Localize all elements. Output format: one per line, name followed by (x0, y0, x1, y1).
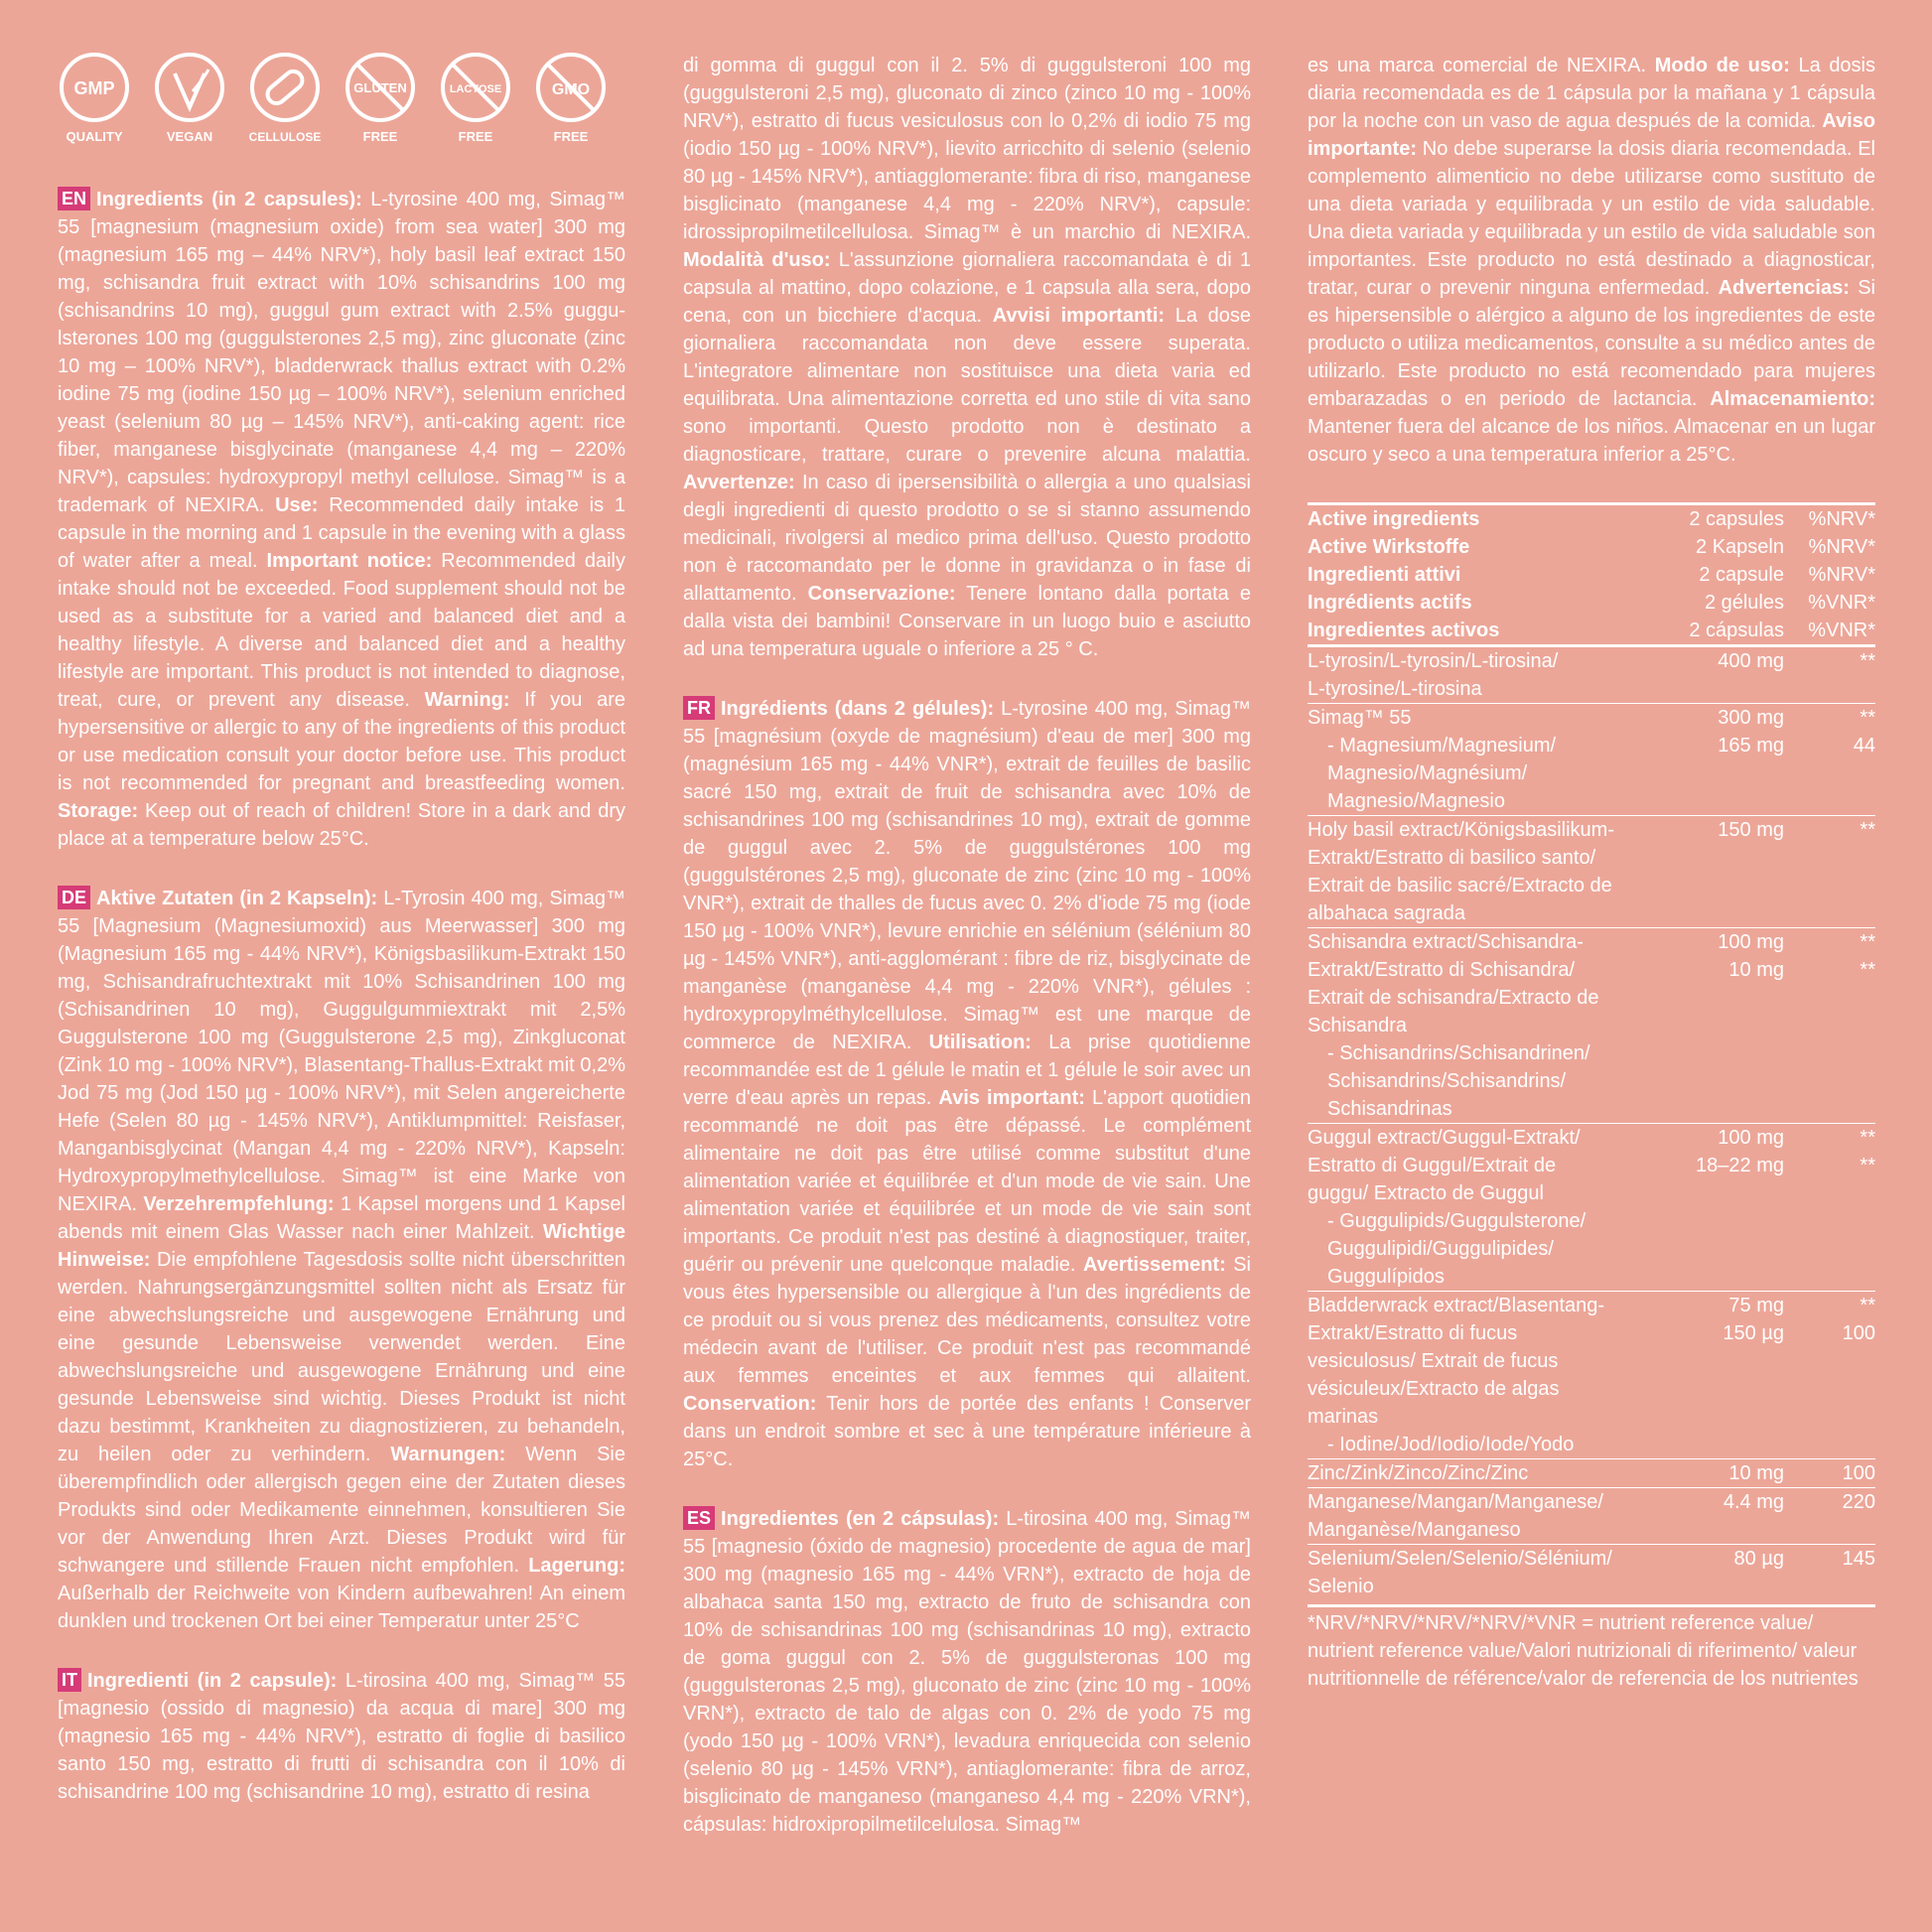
lang-tag-it: IT (58, 1668, 81, 1692)
row-nrv (1784, 1095, 1875, 1123)
table-body (1308, 647, 1875, 1600)
row-nrv: ** (1860, 959, 1875, 981)
table-row (1308, 984, 1875, 1012)
row-nrv: ** (1860, 1155, 1875, 1176)
row-label: Guggul extract/Guggul-Extrakt/ (1308, 1127, 1581, 1149)
row-nrv: 44 (1853, 735, 1875, 757)
row-nrv: %NRV* (1808, 536, 1875, 558)
table-row (1308, 787, 1875, 815)
row-amount (1663, 1431, 1784, 1458)
svg-text:FREE: FREE (362, 129, 398, 144)
table-group (1308, 1459, 1875, 1488)
row-nrv (1784, 1347, 1875, 1375)
row-nrv: 100 (1842, 1322, 1875, 1344)
row-label: Schisandra extract/Schisandra- (1308, 931, 1584, 953)
row-label: Zinc/Zink/Zinco/Zinc/Zinc (1308, 1462, 1529, 1484)
table-row (1308, 1095, 1875, 1123)
row-amount: 2 capsules (1689, 508, 1784, 530)
lang-tag-es: ES (683, 1506, 715, 1530)
row-nrv (1784, 1573, 1875, 1600)
row-label: Simag™ 55 (1308, 707, 1412, 729)
table-row (1308, 732, 1875, 759)
row-nrv: %VNR* (1808, 592, 1875, 614)
row-nrv (1784, 1403, 1875, 1431)
table-row (1308, 1375, 1875, 1403)
row-label: Selenio (1308, 1576, 1374, 1597)
table-row (1308, 1039, 1875, 1067)
row-label: Schisandra (1308, 1015, 1408, 1036)
table-row (1308, 1516, 1875, 1544)
table-group (1308, 704, 1875, 816)
row-label: Guggulipidi/Guggulipides/ (1327, 1238, 1554, 1260)
table-row (1308, 1347, 1875, 1375)
table-group (1308, 1124, 1875, 1292)
column-3 (1308, 52, 1875, 1693)
row-label: Extrakt/Estratto di fucus (1308, 1322, 1518, 1344)
row-amount: 80 µg (1733, 1548, 1784, 1570)
row-nrv: ** (1860, 931, 1875, 953)
row-nrv: ** (1860, 1127, 1875, 1149)
row-nrv (1784, 1263, 1875, 1291)
table-row (1308, 1152, 1875, 1179)
row-label: Magnesio/Magnesio (1327, 790, 1505, 812)
row-amount (1663, 675, 1784, 703)
row-amount: 100 mg (1718, 931, 1784, 953)
row-nrv (1784, 675, 1875, 703)
table-row (1308, 1319, 1875, 1347)
row-nrv (1784, 1039, 1875, 1067)
row-label: Selenium/Selen/Selenio/Sélénium/ (1308, 1548, 1612, 1570)
row-amount (1663, 1095, 1784, 1123)
row-label: - Guggulipids/Guggulsterone/ (1327, 1210, 1587, 1232)
table-footnote: *NRV/*NRV/*NRV/*NRV/*VNR = nutrient reference value/ nutrient reference value/Valori nutrizionali di riferimento/ valeur nutritionnelle de référence/valor de referencia de los nutrientes (1308, 1604, 1875, 1693)
table-row (1308, 1263, 1875, 1291)
row-amount: 2 gélules (1704, 592, 1784, 614)
row-nrv (1784, 787, 1875, 815)
row-amount: 10 mg (1728, 959, 1784, 981)
table-row (1308, 1488, 1875, 1516)
row-amount (1663, 1375, 1784, 1403)
table-row (1308, 928, 1875, 956)
row-amount (1663, 1347, 1784, 1375)
row-nrv: ** (1860, 650, 1875, 672)
row-nrv: %NRV* (1808, 564, 1875, 586)
table-header (1308, 505, 1875, 647)
row-amount: 2 capsule (1699, 564, 1784, 586)
row-amount (1663, 1516, 1784, 1544)
section-fr: FR Ingrédients (dans 2 gélules): L-tyrosine 400 mg, Simag™ 55 [magnésium (oxyde de magnésium) d'eau de mer] 300 mg (magnésium 165 mg - 44% VNR*), extrait de feuilles de basilic sacré 150 mg, extrait de fruit de schisandra avec 10% de schisandrines 100 mg (schisandrines 10 mg), extrait de gomme de guggul avec 2. 5% de guggulstérones 100 mg (guggulstérones 2,5 mg), gluconate de zinc (zinc 10 mg - 100% VNR*), extrait de thalles de fucus avec 0. 2% d'iode 75 mg (iode 150 µg - 100% VNR*), levure enrichie en sélénium (sélénium 80 µg - 145% VNR*), anti-agglomérant : fibre de riz, bisglycinate de manganèse (manganèse 4,4 mg - 220% VNR*), gélules : hydroxypropylméthylcellulose. Simag™ est une marque de commerce de NEXIRA. Utilisation: La prise quotidienne recommandée est de 1 gélule le matin et 1 gélule le soir avec un verre d'eau après un repas. Avis important: L'apport quotidien recommandé ne doit pas être dépassé. Le complément alimentaire ne doit pas être utilisé comme substitut d'une alimentation variée et équilibrée et d'un mode de vie sain. Une alimentation variée et équilibrée et un mode de vie sain sont importants. Ce produit n'est pas destiné à diagnostiquer, traiter, guérir ou prévenir une quelconque maladie. Avertissement: Si vous êtes hypersensible ou allergique à l'un des ingrédients de ce produit ou si vous prenez des médicaments, consultez votre médecin avant de l'utiliser. Ce produit n'est pas recommandé aux femmes enceintes et aux femmes qui allaitent. Conservation: Tenir hors de portée des enfants ! Conserver dans un endroit sombre et sec à une température inférieure à 25°C. (683, 698, 1252, 1470)
row-label: Manganèse/Manganeso (1308, 1519, 1521, 1541)
row-nrv (1784, 1179, 1875, 1207)
svg-text:VEGAN: VEGAN (166, 129, 213, 144)
table-row (1308, 759, 1875, 787)
row-nrv (1784, 1235, 1875, 1263)
table-row (1308, 1459, 1875, 1487)
row-label: Extrait de basilic sacré/Extracto de (1308, 875, 1612, 897)
row-nrv: 100 (1842, 1462, 1875, 1484)
table-row (1308, 505, 1875, 533)
nutrition-table (1308, 502, 1875, 1693)
svg-text:GMO: GMO (551, 81, 591, 98)
row-label: Active ingredients (1308, 508, 1480, 530)
svg-text:QUALITY: QUALITY (66, 129, 123, 144)
row-label: Estratto di Guggul/Extrait de (1308, 1155, 1557, 1176)
row-nrv: ** (1860, 819, 1875, 841)
row-amount (1663, 1179, 1784, 1207)
row-amount (1663, 1235, 1784, 1263)
section-en: EN Ingredients (in 2 capsules): L-tyrosine 400 mg, Simag™ 55 [magnesium (magnesium oxide) from sea water] 300 mg (magnesium 165 mg – 44% NRV*), holy basil leaf extract 150 mg, schisandra fruit extract with 10% schisandrins 100 mg (schisandrins 10 mg), guggul gum extract with 2.5% guggu-lsterones 100 mg (guggulsterones 2,5 mg), zinc gluconate (zinc 10 mg – 100% NRV*), bladderwrack thallus extract with 0.2% iodine 75 mg (iodine 150 µg – 100% NRV*), selenium enriched yeast (selenium 80 µg – 145% NRV*), anti-caking agent: rice fiber, manganese bisglycinate (manganese 4,4 mg – 220% NRV*), capsules: hydroxypropyl methyl cellulose. Simag™ is a trademark of NEXIRA. Use: Recommended daily intake is 1 capsule in the morning and 1 capsule in the evening with a glass of water after a meal. Important notice: Recommended daily intake should not be exceeded. Food supplement should not be used as a substitute for a varied and balanced diet and a healthy lifestyle. A diverse and balanced diet and a healthy lifestyle are important. This product is not intended to diagnose, treat, cure, or prevent any disease. Warning: If you are hypersensitive or allergic to any of the ingredients of this product or use medication consult your doctor before use. This product is not recommended for pregnant and breastfeeding women. Storage: Keep out of reach of children! Store in a dark and dry place at a temperature below 25°C. (58, 189, 626, 850)
table-row (1308, 872, 1875, 899)
certification-badges (58, 52, 625, 146)
row-nrv (1784, 1375, 1875, 1403)
row-nrv (1784, 1207, 1875, 1235)
table-group (1308, 1545, 1875, 1600)
table-row (1308, 617, 1875, 647)
row-nrv (1784, 872, 1875, 899)
section-es-cont: es una marca comercial de NEXIRA. Modo de uso: La dosis diaria recomendada es de 1 cápsula por la mañana y 1 cápsula por la noche con un vaso de agua después de la comida. Aviso importante: No debe superarse la dosis diaria recomendada. El complemento alimenticio no debe utilizarse como sustituto de una dieta variada y equilibrada y un estilo de vida saludable. Una dieta variada y equilibrada y un estilo de vida saludable son importantes. Este producto no está destinado a diagnosticar, tratar, curar o prevenir ninguna enfermedad. Advertencias: Si es hipersensible o alérgico a alguno de los ingredientes de este producto o utiliza medicamentos, consulte a su médico antes de utilizarlo. Este producto no está recomendado para mujeres embarazadas o en periodo de lactancia. Almacenamiento: Mantener fuera del alcance de los niños. Almacenar en un lugar oscuro y seco a una temperatura inferior a 25°C. (1308, 55, 1876, 466)
gmo-free-icon (534, 52, 608, 146)
row-label: vesiculosus/ Extrait de fucus (1308, 1350, 1559, 1372)
table-group (1308, 1488, 1875, 1545)
cellulose-icon (248, 52, 322, 146)
svg-text:GLUTEN: GLUTEN (353, 80, 407, 95)
row-amount: 10 mg (1728, 1462, 1784, 1484)
row-amount (1663, 899, 1784, 927)
section-it-start: IT Ingredienti (in 2 capsule): L-tirosina 400 mg, Simag™ 55 [magnesio (ossido di magnesio) da acqua di mare] 300 mg (magnesio 165 mg - 44% NRV*), estratto di foglie di basilico santo 150 mg, estratto di frutti di schisandra con il 10% di schisandrine 100 mg (schisandrine 10 mg), estratto di resina (58, 1670, 625, 1803)
row-label: Ingredientes activos (1308, 620, 1500, 641)
svg-text:FREE: FREE (458, 129, 493, 144)
row-amount (1663, 1573, 1784, 1600)
row-label: L-tyrosine/L-tirosina (1308, 678, 1482, 700)
table-row (1308, 561, 1875, 589)
row-label: marinas (1308, 1406, 1379, 1428)
row-nrv (1784, 1516, 1875, 1544)
row-nrv (1784, 984, 1875, 1012)
table-row (1308, 956, 1875, 984)
row-label: Ingredienti attivi (1308, 564, 1461, 586)
table-group (1308, 1292, 1875, 1459)
table-row (1308, 816, 1875, 844)
table-row (1308, 1573, 1875, 1600)
svg-text:FREE: FREE (553, 129, 589, 144)
table-row (1308, 533, 1875, 561)
row-nrv: 220 (1842, 1491, 1875, 1513)
gmp-quality-icon (58, 52, 131, 146)
lang-tag-fr: FR (683, 696, 715, 720)
table-row (1308, 675, 1875, 703)
section-de: DE Aktive Zutaten (in 2 Kapseln): L-Tyrosin 400 mg, Simag™ 55 [Magnesium (Magnesiumoxid) aus Meerwasser] 300 mg (Magnesium 165 mg - 44% NRV*), Königsbasilikum-Extrakt 150 mg, Schisandrafruchtextrakt mit 10% Schisandrinen 100 mg (Schisandrinen 10 mg), Guggulgummiextrakt mit 2,5% Guggulsterone 100 mg (Guggulsterone 2,5 mg), Zinkgluconat (Zink 10 mg - 100% NRV*), Blasentang-Thallus-Extrakt mit 0,2% Jod 75 mg (Jod 150 µg - 100% NRV*), mit Selen angereicherte Hefe (Selen 80 µg - 145% NRV*), Antiklumpmittel: Reisfaser, Manganbisglycinat (Mangan 4,4 mg - 220% NRV*), Kapseln: Hydroxypropylmethylcellulose. Simag™ ist eine Marke von NEXIRA. Verzehrempfehlung: 1 Kapsel morgens und 1 Kapsel abends mit einem Glas Wasser nach einer Mahlzeit. Wichtige Hinweise: Die empfohlene Tagesdosis sollte nicht überschritten werden. Nahrungsergänzungsmittel sollten nicht als Ersatz für eine abwechslungsreiche und ausgewogene Ernährung und eine gesunde Lebensweise verwendet werden. Eine abwechslungsreiche und ausgewogene Ernährung und eine gesunde Lebensweise sind wichtig. Dieses Produkt ist nicht dazu bestimmt, Krankheiten zu diagnostizieren, zu behandeln, zu heilen oder zu verhindern. Warnungen: Wenn Sie überempfindlich oder allergisch gegen eine der Zutaten dieses Produkts sind oder Medikamente einnehmen, konsultieren Sie vor der Anwendung Ihren Arzt. Dieses Produkt wird für schwangere und stillende Frauen nicht empfohlen. Lagerung: Außerhalb der Reichweite von Kindern aufbewahren! An einem dunklen und trockenen Ort bei einer Temperatur unter 25°C (58, 888, 626, 1632)
gluten-free-icon (344, 52, 417, 146)
svg-text:GMP: GMP (73, 78, 115, 98)
table-row (1308, 1207, 1875, 1235)
row-nrv: %VNR* (1808, 620, 1875, 641)
table-row (1308, 1235, 1875, 1263)
row-amount (1663, 787, 1784, 815)
row-nrv: ** (1860, 707, 1875, 729)
table-row (1308, 1431, 1875, 1458)
row-amount: 400 mg (1718, 650, 1784, 672)
row-label: guggu/ Extracto de Guggul (1308, 1182, 1544, 1204)
row-amount (1663, 1207, 1784, 1235)
lactose-free-icon (439, 52, 512, 146)
table-row (1308, 844, 1875, 872)
row-label: Active Wirkstoffe (1308, 536, 1470, 558)
row-nrv (1784, 899, 1875, 927)
row-label: vésiculeux/Extracto de algas (1308, 1378, 1560, 1400)
row-nrv (1784, 1431, 1875, 1458)
column-1 (58, 52, 625, 1838)
row-nrv (1784, 759, 1875, 787)
table-row (1308, 1124, 1875, 1152)
row-label: - Schisandrins/Schisandrinen/ (1327, 1042, 1590, 1064)
lang-tag-de: DE (58, 886, 90, 909)
svg-text:LACTOSE: LACTOSE (449, 83, 502, 95)
row-label: Extrakt/Estratto di Schisandra/ (1308, 959, 1576, 981)
table-row (1308, 1179, 1875, 1207)
table-row (1308, 1012, 1875, 1039)
row-amount (1663, 1403, 1784, 1431)
row-amount: 300 mg (1718, 707, 1784, 729)
row-label: albahaca sagrada (1308, 902, 1466, 924)
row-label: Ingrédients actifs (1308, 592, 1472, 614)
row-nrv: ** (1860, 1295, 1875, 1316)
table-row (1308, 1067, 1875, 1095)
row-amount (1663, 1067, 1784, 1095)
table-row (1308, 647, 1875, 675)
table-row (1308, 1292, 1875, 1319)
row-amount (1663, 872, 1784, 899)
table-row (1308, 1403, 1875, 1431)
row-label: - Magnesium/Magnesium/ (1327, 735, 1557, 757)
row-nrv: 145 (1842, 1548, 1875, 1570)
row-amount: 150 µg (1723, 1322, 1784, 1344)
row-amount: 2 cápsulas (1689, 620, 1784, 641)
column-2 (683, 52, 1251, 1870)
row-amount: 18–22 mg (1696, 1155, 1784, 1176)
row-nrv (1784, 1067, 1875, 1095)
table-row (1308, 704, 1875, 732)
table-group (1308, 816, 1875, 928)
lang-tag-en: EN (58, 187, 90, 210)
row-amount (1663, 984, 1784, 1012)
row-amount (1663, 1039, 1784, 1067)
row-nrv: %NRV* (1808, 508, 1875, 530)
row-label: Magnesio/Magnésium/ (1327, 762, 1528, 784)
table-row (1308, 589, 1875, 617)
row-label: Extrakt/Estratto di basilico santo/ (1308, 847, 1596, 869)
row-label: L-tyrosin/L-tyrosin/L-tirosina/ (1308, 650, 1559, 672)
vegan-icon (153, 52, 226, 146)
section-es-start: ES Ingredientes (en 2 cápsulas): L-tirosina 400 mg, Simag™ 55 [magnesio (óxido de magnesio) procedente de agua de mar] 300 mg (magnesio 165 mg - 44% VRN*), extracto de hoja de albahaca santa 150 mg, extracto de fruto de schisandra con 10% de schisandrinas 100 mg (schisandrinas 10 mg), extracto de goma guggul con 2. 5% de guggulsteronas 100 mg (guggulsteronas 2,5 mg), gluconato de zinc (zinc 10 mg - 100% VRN*), extracto de talo de algas con 0. 2% de yodo 75 mg (yodo 150 µg - 100% VRN*), levadura enriquecida con selenio (selenio 80 µg - 145% VRN*), antiaglomerante: fibra de arroz, bisglicinato de manganeso (manganeso 4,4 mg - 220% VRN*), cápsulas: hidroxipropilmetilcelulosa. Simag™ (683, 1508, 1251, 1836)
row-label: Extrait de schisandra/Extracto de (1308, 987, 1599, 1009)
row-label: - Iodine/Jod/Iodio/Iode/Yodo (1327, 1434, 1575, 1455)
row-amount (1663, 844, 1784, 872)
row-label: Schisandrinas (1327, 1098, 1452, 1120)
section-it-cont: di gomma di guggul con il 2. 5% di guggulsteroni 100 mg (guggulsteroni 2,5 mg), gluconato di zinco (zinco 10 mg - 100% NRV*), estratto di fucus vesiculosus con lo 0,2% di iodio 75 mg (iodio 150 µg - 100% NRV*), lievito arricchito di selenio (selenio 80 µg - 145% NRV*), antiagglomerante: fibra di riso, manganese bisglicinato (manganese 4,4 mg - 220% NRV*), capsule: idrossipropilmetilcellulosa. Simag™ è un marchio di NEXIRA. Modalità d'uso: L'assunzione giornaliera raccomandata è di 1 capsula al mattino, dopo colazione, e 1 capsula alla sera, dopo cena, con un bicchiere d'acqua. Avvisi importanti: La dose giornaliera raccomandata non deve essere superata. L'integratore alimentare non sostituisce una dieta varia ed equilibrata. Una alimentazione corretta ed uno stile di vita sano sono importanti. Questo prodotto non è destinato a diagnosticare, trattare, curare o prevenire alcuna malattia. Avvertenze: In caso di ipersensibilità o allergia a uno qualsiasi degli ingredienti di questo prodotto o se si stanno assumendo medicinali, rivolgersi al medico prima dell'uso. Questo prodotto non è raccomandato per le donne in gravidanza o in fase di allattamento. Conservazione: Tenere lontano dalla portata e dalla vista dei bambini! Conservare in un luogo buio e asciutto ad una temperatura uguale o inferiore a 25 ° C. (683, 55, 1252, 660)
table-group (1308, 928, 1875, 1124)
row-amount: 150 mg (1718, 819, 1784, 841)
row-amount (1663, 759, 1784, 787)
row-nrv (1784, 1012, 1875, 1039)
row-amount: 100 mg (1718, 1127, 1784, 1149)
table-group (1308, 647, 1875, 704)
table-row (1308, 899, 1875, 927)
row-amount (1663, 1012, 1784, 1039)
row-amount (1663, 1263, 1784, 1291)
row-label: Schisandrins/Schisandrins/ (1327, 1070, 1567, 1092)
row-amount: 4.4 mg (1723, 1491, 1784, 1513)
row-amount: 165 mg (1718, 735, 1784, 757)
table-row (1308, 1545, 1875, 1573)
row-label: Manganese/Mangan/Manganese/ (1308, 1491, 1603, 1513)
row-label: Holy basil extract/Königsbasilikum- (1308, 819, 1615, 841)
row-label: Guggulípidos (1327, 1266, 1445, 1288)
row-label: Bladderwrack extract/Blasentang- (1308, 1295, 1605, 1316)
row-amount: 2 Kapseln (1696, 536, 1784, 558)
row-amount: 75 mg (1728, 1295, 1784, 1316)
row-nrv (1784, 844, 1875, 872)
svg-text:CELLULOSE: CELLULOSE (248, 130, 322, 144)
